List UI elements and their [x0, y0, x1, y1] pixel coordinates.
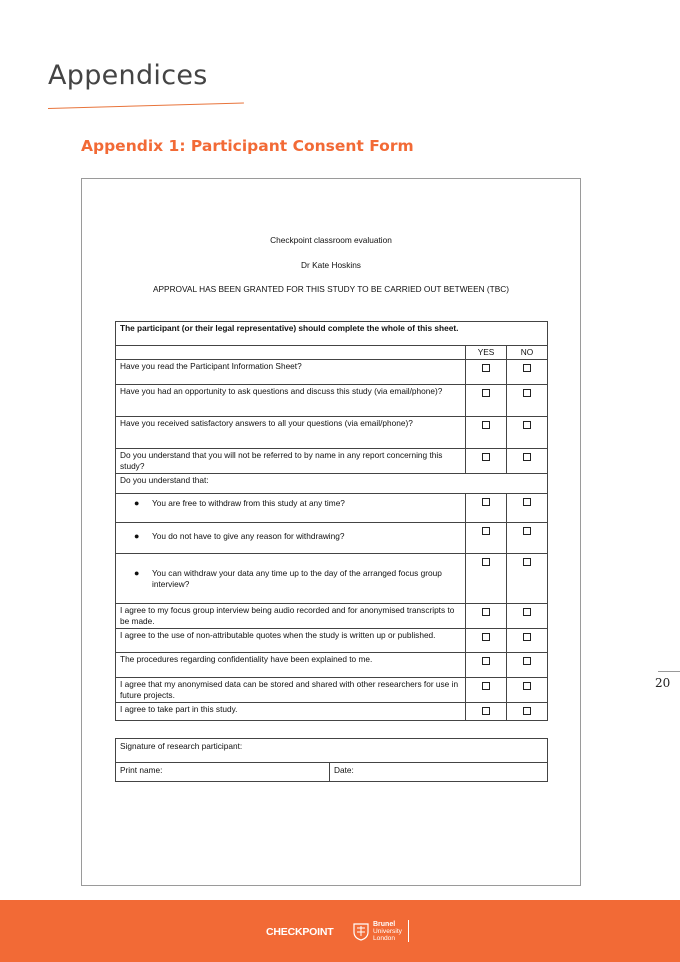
section-title: Appendix 1: Participant Consent Form: [81, 137, 414, 155]
bullet-icon: ●: [134, 498, 140, 508]
table-row: [116, 523, 548, 554]
brunel-university: University: [373, 927, 402, 935]
table-row: [116, 449, 548, 474]
brunel-name: Brunel: [373, 920, 396, 928]
yes-checkbox[interactable]: [482, 633, 490, 641]
yes-checkbox[interactable]: [482, 707, 490, 715]
signature-table: [115, 738, 548, 782]
no-checkbox[interactable]: [523, 498, 531, 506]
no-checkbox[interactable]: [523, 682, 531, 690]
no-checkbox[interactable]: [523, 633, 531, 641]
table-row: [116, 417, 548, 449]
no-checkbox[interactable]: [523, 421, 531, 429]
question-text: Do you understand that you will not be referred to by name in any report concerning this study?: [116, 449, 466, 474]
yes-checkbox[interactable]: [482, 453, 490, 461]
consent-table: [115, 321, 548, 721]
no-checkbox[interactable]: [523, 527, 531, 535]
brunel-london: London: [373, 934, 396, 942]
footer-bar: [0, 900, 680, 962]
date-field[interactable]: [330, 763, 548, 782]
table-row: [116, 494, 548, 523]
no-checkbox[interactable]: [523, 453, 531, 461]
no-checkbox[interactable]: [523, 657, 531, 665]
bullet-text: You do not have to give any reason for withdrawing?: [152, 531, 345, 541]
no-checkbox[interactable]: [523, 389, 531, 397]
no-header: NO: [507, 346, 548, 360]
title-underline: [48, 103, 244, 109]
brunel-logo: [352, 920, 409, 942]
yes-checkbox[interactable]: [482, 558, 490, 566]
bullet-icon: ●: [134, 531, 140, 541]
question-text: Have you received satisfactory answers to all your questions (via email/phone)?: [116, 417, 466, 449]
header-row: [116, 346, 548, 360]
table-row: [116, 678, 548, 703]
print-name-field[interactable]: [116, 763, 330, 782]
checkpoint-logo: CHECKPOINT: [266, 926, 334, 938]
statement-text: I agree to my focus group interview being audio recorded and for anonymised transcripts to be made.: [116, 604, 466, 629]
statement-text: The procedures regarding confidentiality have been explained to me.: [116, 653, 466, 678]
print-name-label: Print name:: [120, 765, 163, 775]
page-title: Appendices: [48, 60, 208, 91]
understand-label: Do you understand that:: [116, 474, 548, 494]
table-row: [116, 653, 548, 678]
page-number: 20: [655, 676, 671, 690]
table-row: [116, 629, 548, 653]
logo-divider: [408, 920, 409, 942]
yes-checkbox[interactable]: [482, 498, 490, 506]
yes-header: YES: [466, 346, 507, 360]
study-title: Checkpoint classroom evaluation: [270, 235, 392, 245]
approval-statement: APPROVAL HAS BEEN GRANTED FOR THIS STUDY TO BE CARRIED OUT BETWEEN (TBC): [152, 284, 510, 294]
yes-checkbox[interactable]: [482, 682, 490, 690]
yes-checkbox[interactable]: [482, 527, 490, 535]
date-label: Date:: [334, 765, 354, 775]
yes-checkbox[interactable]: [482, 421, 490, 429]
yes-checkbox[interactable]: [482, 657, 490, 665]
researcher-name: Dr Kate Hoskins: [301, 260, 361, 270]
bullet-text: You are free to withdraw from this study at any time?: [152, 498, 345, 508]
bullet-text: You can withdraw your data any time up to the day of the arranged focus group interview?: [152, 568, 442, 589]
yes-checkbox[interactable]: [482, 389, 490, 397]
no-checkbox[interactable]: [523, 364, 531, 372]
statement-text: I agree to the use of non-attributable quotes when the study is written up or published.: [116, 629, 466, 653]
table-row: [116, 703, 548, 721]
signature-label: Signature of research participant:: [120, 741, 243, 751]
no-checkbox[interactable]: [523, 608, 531, 616]
statement-text: I agree to take part in this study.: [116, 703, 466, 721]
question-text: Have you read the Participant Information Sheet?: [116, 360, 466, 385]
table-row: [116, 360, 548, 385]
statement-text: I agree that my anonymised data can be stored and shared with other researchers for use in future projects.: [116, 678, 466, 703]
table-row: [116, 385, 548, 417]
no-checkbox[interactable]: [523, 558, 531, 566]
no-checkbox[interactable]: [523, 707, 531, 715]
yes-checkbox[interactable]: [482, 364, 490, 372]
table-row: [116, 604, 548, 629]
consent-form-frame: [81, 178, 581, 886]
crest-icon: [352, 921, 370, 941]
question-text: Have you had an opportunity to ask questions and discuss this study (via email/phone)?: [116, 385, 466, 417]
understand-row: [116, 474, 548, 494]
yes-checkbox[interactable]: [482, 608, 490, 616]
table-row: [116, 554, 548, 604]
header-blank: [116, 346, 466, 360]
bullet-icon: ●: [134, 568, 140, 578]
instruction-text: The participant (or their legal representative) should complete the whole of this sheet.: [116, 322, 548, 346]
instruction-row: [116, 322, 548, 346]
page-number-rule: [658, 671, 680, 672]
signature-field[interactable]: [116, 739, 548, 763]
